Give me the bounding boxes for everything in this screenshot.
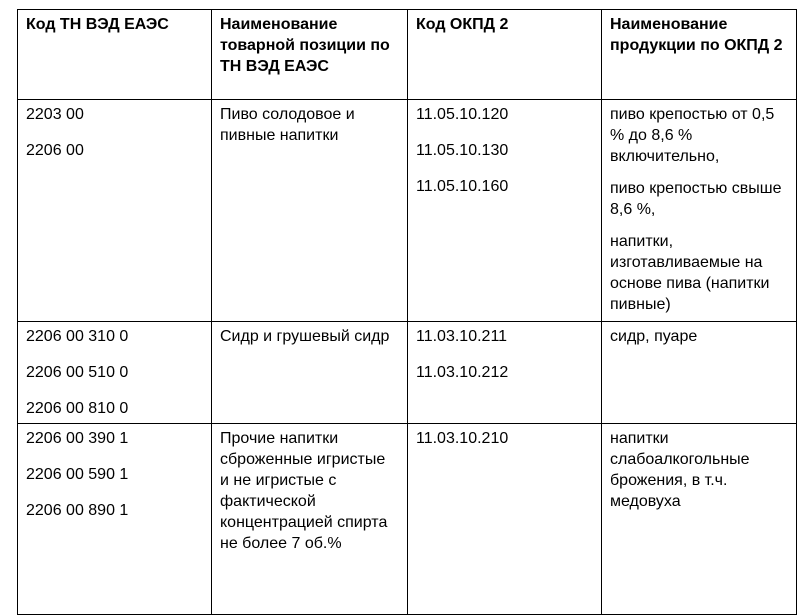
tnved-name: Пиво солодовое и пивные напитки xyxy=(220,106,355,144)
okpd-codes-cell xyxy=(408,424,602,615)
tnved-codes-cell xyxy=(18,322,212,424)
tnved-codes-cell xyxy=(18,424,212,615)
okpd-codes-cell xyxy=(408,322,602,424)
header-tnved-code: Код ТН ВЭД ЕАЭС xyxy=(18,10,212,100)
tnved-name: Прочие напитки сброженные игристые и не игристые с фактической концентрацией спирта не более 7 об.% xyxy=(220,430,388,552)
okpd-name: напитки слабоалкогольные брожения, в т.ч. медовуха xyxy=(610,430,750,510)
okpd-code: 11.05.10.130 xyxy=(416,142,509,159)
header-okpd-name: Наименование продукции по ОКПД 2 xyxy=(602,10,797,100)
tnved-code: 2206 00 510 0 xyxy=(26,364,129,381)
header-okpd-code: Код ОКПД 2 xyxy=(408,10,602,100)
okpd-names-cell xyxy=(602,100,797,322)
tnved-name-cell xyxy=(212,322,408,424)
table-row xyxy=(18,322,797,424)
tnved-code: 2206 00 390 1 xyxy=(26,430,129,447)
tnved-codes-cell xyxy=(18,100,212,322)
header-tnved-name: Наименование товарной позиции по ТН ВЭД ЕАЭС xyxy=(212,10,408,100)
okpd-code: 11.03.10.212 xyxy=(416,364,509,381)
okpd-code: 11.03.10.210 xyxy=(416,430,509,447)
okpd-code: 11.05.10.120 xyxy=(416,106,509,123)
tnved-code: 2206 00 310 0 xyxy=(26,328,129,345)
okpd-code: 11.03.10.211 xyxy=(416,328,508,345)
tnved-name: Сидр и грушевый сидр xyxy=(220,328,390,345)
tnved-name-cell xyxy=(212,424,408,615)
okpd-name: сидр, пуаре xyxy=(610,328,698,345)
table-header-row xyxy=(18,10,797,100)
okpd-names-cell xyxy=(602,424,797,615)
tnved-code: 2206 00 590 1 xyxy=(26,466,129,483)
table-row xyxy=(18,100,797,322)
okpd-name: напитки, изготавливаемые на основе пива (напитки пивные) xyxy=(610,233,770,313)
tnved-code: 2203 00 xyxy=(26,106,84,123)
okpd-name: пиво крепостью от 0,5 % до 8,6 % включительно, xyxy=(610,106,775,165)
classification-table xyxy=(17,9,797,615)
okpd-code: 11.05.10.160 xyxy=(416,178,509,195)
table-row xyxy=(18,424,797,615)
okpd-codes-cell xyxy=(408,100,602,322)
tnved-code: 2206 00 890 1 xyxy=(26,502,129,519)
tnved-name-cell xyxy=(212,100,408,322)
okpd-name: пиво крепостью свыше 8,6 %, xyxy=(610,180,782,218)
tnved-code: 2206 00 xyxy=(26,142,84,159)
okpd-names-cell xyxy=(602,322,797,424)
tnved-code: 2206 00 810 0 xyxy=(26,400,129,417)
